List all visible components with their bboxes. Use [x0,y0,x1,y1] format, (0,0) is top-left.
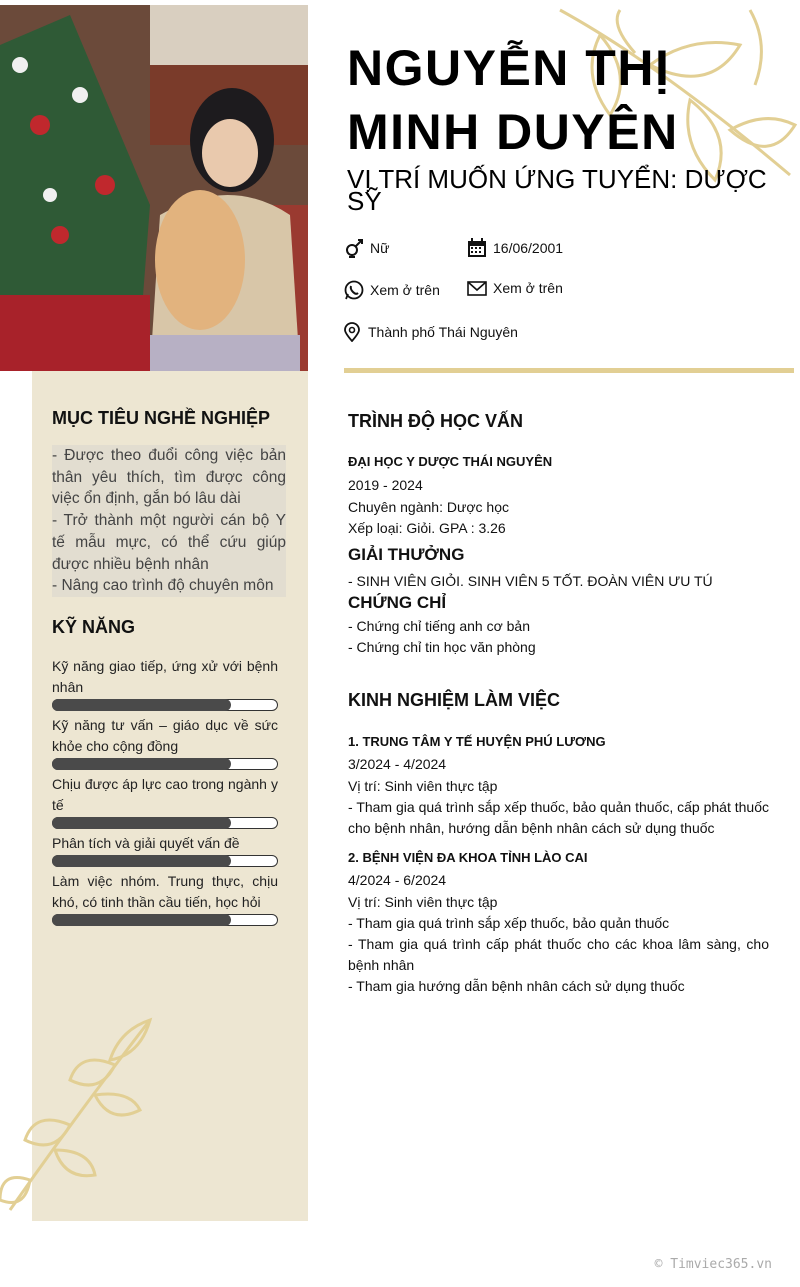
email-info [467,278,563,298]
skill-item [52,656,278,711]
skill-bar [52,817,278,829]
education-years: 2019 - 2024 [348,477,423,493]
job-detail: - Tham gia quá trình sắp xếp thuốc, bảo quản thuốc, cấp phát thuốc cho bệnh nhân, hướng dẫn bệnh nhân cách sử dụng thuốc [348,799,769,836]
gender-value: Nữ [370,240,390,256]
name-line: MINH DUYÊN [347,104,679,160]
mail-icon [467,278,487,298]
job-detail: - Tham gia hướng dẫn bệnh nhân cách sử dụng thuốc [348,978,685,994]
skills-title: KỸ NĂNG [52,617,136,637]
objective-title: MỤC TIÊU NGHỀ NGHIỆP [52,408,271,428]
leaf-decoration-bottom [0,1010,160,1220]
objective-line: - Nâng cao trình độ chuyên môn [52,575,286,597]
objective-line: - Được theo đuổi công việc bản thân yêu thích, tìm được công việc ổn định, gắn bó lâu dài [52,445,286,510]
skill-item [52,715,278,770]
candidate-name [347,36,787,164]
whatsapp-icon [344,280,364,300]
skill-bar-fill [52,855,231,867]
location-pin-icon [342,322,362,342]
job-detail: - Tham gia quá trình sắp xếp thuốc, bảo quản thuốc [348,915,670,931]
divider [344,368,794,373]
job-role: Vị trí: Sinh viên thực tập [348,894,498,910]
birthday-info [467,238,563,258]
skill-item [52,774,278,829]
education-major: Chuyên ngành: Dược học [348,499,509,515]
education-title: TRÌNH ĐỘ HỌC VẤN [348,411,523,431]
skill-bar [52,699,278,711]
job-role: Vị trí: Sinh viên thực tập [348,778,498,794]
gender-info [344,238,389,258]
certificate-item: - Chứng chỉ tin học văn phòng [348,639,536,655]
calendar-icon [467,238,487,258]
skill-label: Làm việc nhóm. Trung thực, chịu khó, có tinh thần cầu tiến, học hỏi [52,873,278,910]
objective-line: - Trở thành một người cán bộ Y tế mẫu mực, có thể cứu giúp được nhiều bệnh nhân [52,510,286,575]
skill-label: Kỹ năng tư vấn – giáo dục về sức khỏe cho cộng đồng [52,717,278,754]
address-value: Thành phố Thái Nguyên [368,324,518,340]
skill-bar [52,758,278,770]
job-company: 2. BỆNH VIỆN ĐA KHOA TỈNH LÀO CAI [348,850,588,865]
skill-bar-fill [52,758,231,770]
job-period: 3/2024 - 4/2024 [348,756,447,772]
phone-value: Xem ở trên [370,282,440,298]
watermark: © Timviec365.vn [654,1257,772,1272]
skill-label: Kỹ năng giao tiếp, ứng xử với bệnh nhân [52,658,278,695]
profile-photo [0,5,308,371]
job-company: 1. TRUNG TÂM Y TẾ HUYỆN PHÚ LƯƠNG [348,734,606,749]
desired-position: VỊ TRÍ MUỐN ỨNG TUYỂN: DƯỢC SỸ [347,164,767,216]
certificate-item: - Chứng chỉ tiếng anh cơ bản [348,618,530,634]
certificates-title: CHỨNG CHỈ [348,593,447,612]
address-info [342,322,518,342]
birthday-value: 16/06/2001 [493,240,564,256]
phone-info [344,280,440,300]
education-grade: Xếp loại: Giỏi. GPA : 3.26 [348,520,506,536]
name-line: NGUYỄN THỊ [347,40,671,96]
school-name: ĐẠI HỌC Y DƯỢC THÁI NGUYÊN [348,454,553,469]
skill-bar-fill [52,699,231,711]
awards-title: GIẢI THƯỞNG [348,545,465,564]
skill-item [52,871,278,926]
skill-bar-fill [52,914,231,926]
email-value: Xem ở trên [493,280,563,296]
skill-bar [52,914,278,926]
awards-text: - SINH VIÊN GIỎI. SINH VIÊN 5 TỐT. ĐOÀN VIÊN ƯU TÚ [348,573,713,589]
job-detail: - Tham gia quá trình cấp phát thuốc cho các khoa lâm sàng, cho bệnh nhân [348,936,769,973]
objective-text [52,445,286,597]
skill-label: Chịu được áp lực cao trong ngành y tế [52,776,278,813]
experience-title: KINH NGHIỆM LÀM VIỆC [348,690,561,710]
skill-item [52,833,278,867]
skill-bar-fill [52,817,231,829]
gender-icon [344,238,364,258]
skill-label: Phân tích và giải quyết vấn đề [52,835,240,851]
job-period: 4/2024 - 6/2024 [348,872,447,888]
skill-bar [52,855,278,867]
